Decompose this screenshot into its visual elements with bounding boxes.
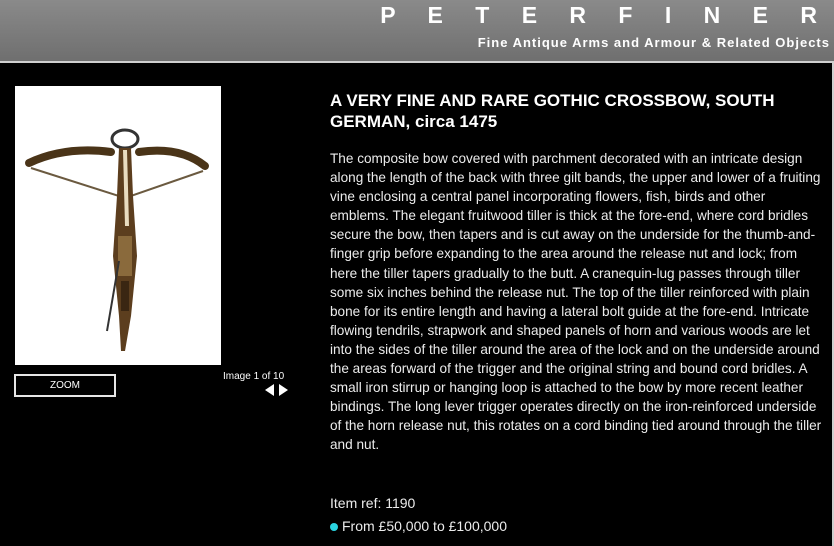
item-price bbox=[330, 518, 507, 534]
brand-logo-text[interactable]: P E T E R F I N E R bbox=[380, 2, 830, 28]
item-description: The composite bow covered with parchment decorated with an intricate design along the length of the back with three gilt bands, the upper and lower of a fruiting vine enclosing a central panel incorporating flowers, fish, birds and other emblems. The elegant fruitwood tiller is thick at the fore-end, where cord bridles secure the bow, then tapers and is cut away on the underside for the thumb-and-finger grip before expanding to the area around the release nut and lock; from here the tiller tapers gradually to the butt. A cranequin-lug passes through tiller some six inches behind the release nut. The top of the tiller reinforced with plain bone for its entire length and having a lateral bolt guide at the fore-end. Intricate flowing tendrils, strapwork and shaped panels of horn and various woods are let into the sides of the tiller around the area of the lock and on the underside around the areas forward of the trigger and the original string and bound cord bridles. A small iron stirrup or hanging loop is attached to the bow by more recent leather bindings. The long lever trigger operates directly on the iron-reinforced underside of the horn release nut, this rotates on a cord binding tied around through the tiller and nut. bbox=[330, 151, 822, 453]
image-navigation bbox=[265, 384, 291, 396]
image-counter: Image 1 of 10 bbox=[223, 371, 285, 382]
site-header bbox=[0, 0, 834, 63]
item-reference: Item ref: 1190 bbox=[330, 495, 416, 511]
site-tagline: Fine Antique Arms and Armour & Related Objects bbox=[477, 35, 830, 50]
crossbow-photo bbox=[15, 86, 221, 365]
arrow-left-icon[interactable] bbox=[265, 384, 274, 396]
zoom-button[interactable]: ZOOM bbox=[14, 374, 116, 397]
item-title: A VERY FINE AND RARE GOTHIC CROSSBOW, SOUTH GERMAN, circa 1475 bbox=[330, 91, 775, 131]
bullet-icon bbox=[330, 523, 338, 531]
arrow-right-icon[interactable] bbox=[279, 384, 288, 396]
price-text: From £50,000 to £100,000 bbox=[342, 518, 508, 534]
product-image[interactable] bbox=[15, 86, 221, 365]
